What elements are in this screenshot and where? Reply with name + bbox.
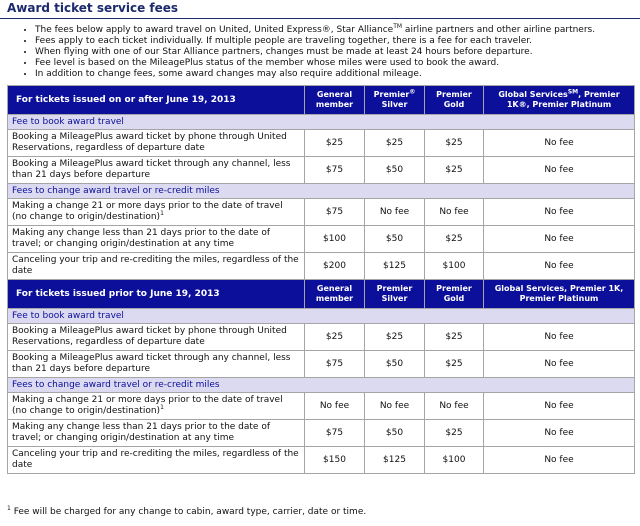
- header-tier-superscript: SM: [567, 88, 579, 96]
- table-row: [8, 447, 635, 474]
- header-tier-superscript: ®: [409, 88, 416, 96]
- header-issue-date: For tickets issued prior to June 19, 2013: [8, 280, 305, 309]
- fee-value-0: $75: [305, 157, 365, 184]
- fee-description: Booking a MileagePlus award ticket through any channel, less than 21 days before departure: [12, 353, 291, 374]
- header-tier-line1: Premier: [436, 90, 472, 99]
- title-divider: [0, 18, 640, 19]
- table-header-row: [8, 280, 635, 309]
- fee-value-2: $25: [425, 130, 484, 157]
- header-tier-1: [365, 86, 425, 115]
- notes-list: [10, 25, 595, 80]
- header-tier-line1: General: [316, 284, 353, 293]
- fee-value-0: $100: [305, 226, 365, 253]
- note-superscript: TM: [393, 23, 403, 30]
- fee-value-0: $25: [305, 130, 365, 157]
- fee-value-0: $75: [305, 351, 365, 378]
- fee-value-1: $50: [365, 351, 425, 378]
- fee-value-3: No fee: [484, 324, 635, 351]
- fee-value-3: No fee: [484, 253, 635, 280]
- fee-value-2: $25: [425, 157, 484, 184]
- header-tier-line1: General: [316, 90, 353, 99]
- fee-value-2: $100: [425, 253, 484, 280]
- fee-value-3: No fee: [484, 157, 635, 184]
- fee-description-cell: [8, 226, 305, 253]
- note-item: [35, 25, 595, 36]
- fee-value-1: No fee: [365, 199, 425, 226]
- header-tier-1: [365, 280, 425, 309]
- table-row: [8, 393, 635, 420]
- fee-value-0: $25: [305, 324, 365, 351]
- fee-description-cell: [8, 420, 305, 447]
- section-row: [8, 184, 635, 199]
- fee-value-2: No fee: [425, 199, 484, 226]
- note-item: [35, 58, 595, 69]
- note-item: [35, 47, 595, 58]
- fee-value-2: $25: [425, 226, 484, 253]
- note-text: Fees apply to each ticket individually. If multiple people are traveling together, there is a fee for each traveler.: [35, 36, 532, 46]
- table-row: [8, 130, 635, 157]
- header-tier-line2: , Premier 1K®, Premier Platinum: [506, 90, 620, 109]
- fee-description: Booking a MileagePlus award ticket by phone through United Reservations, regardless of departure date: [12, 326, 287, 347]
- fee-value-1: $50: [365, 226, 425, 253]
- note-text: Fee level is based on the MileagePlus status of the member whose miles were used to book the award.: [35, 58, 500, 68]
- fee-description-cell: [8, 324, 305, 351]
- header-tier-line2: member: [315, 100, 354, 109]
- header-tier-line2: Gold: [443, 294, 465, 303]
- fee-description-cell: [8, 199, 305, 226]
- fee-value-0: $150: [305, 447, 365, 474]
- fee-value-2: $25: [425, 420, 484, 447]
- header-tier-0: [305, 86, 365, 115]
- fee-description: Booking a MileagePlus award ticket through any channel, less than 21 days before departure: [12, 159, 291, 180]
- fee-value-1: $125: [365, 253, 425, 280]
- header-tier-line1: Premier: [373, 90, 410, 99]
- fee-value-0: $75: [305, 420, 365, 447]
- footnote-marker: 1: [7, 505, 11, 512]
- fee-value-1: No fee: [365, 393, 425, 420]
- fee-description: Making any change less than 21 days prior to the date of travel; or changing origin/destination at any time: [12, 422, 271, 443]
- note-text-rest: airline partners and other airline partners.: [402, 25, 596, 35]
- table-row: [8, 324, 635, 351]
- table-row: [8, 253, 635, 280]
- header-tier-2: [425, 280, 484, 309]
- fee-description: Canceling your trip and re-crediting the miles, regardless of the date: [12, 449, 299, 470]
- fee-value-1: $50: [365, 420, 425, 447]
- page-title: Award ticket service fees: [7, 1, 179, 15]
- fee-value-0: $75: [305, 199, 365, 226]
- section-row: [8, 378, 635, 393]
- header-tier-line2: member: [315, 294, 354, 303]
- table-row: [8, 226, 635, 253]
- fee-description: Making a change 21 or more days prior to the date of travel (no change to origin/destination): [12, 395, 283, 416]
- header-tier-line2: Gold: [443, 100, 465, 109]
- footnote: [7, 507, 366, 517]
- table-row: [8, 420, 635, 447]
- header-tier-3: [484, 86, 635, 115]
- fee-description: Canceling your trip and re-crediting the miles, regardless of the date: [12, 255, 299, 276]
- fee-value-1: $50: [365, 157, 425, 184]
- fee-footnote-marker: 1: [160, 210, 164, 217]
- header-tier-line1: Premier: [376, 284, 413, 293]
- fee-value-3: No fee: [484, 447, 635, 474]
- fee-description-cell: [8, 447, 305, 474]
- fee-value-2: $25: [425, 351, 484, 378]
- header-tier-line2: Silver: [381, 294, 408, 303]
- fee-value-3: No fee: [484, 351, 635, 378]
- fee-description: Booking a MileagePlus award ticket by phone through United Reservations, regardless of departure date: [12, 132, 287, 153]
- header-issue-date: For tickets issued on or after June 19, 2013: [8, 86, 305, 115]
- fee-value-0: $200: [305, 253, 365, 280]
- note-text: When flying with one of our Star Alliance partners, changes must be made at least 24 hours before departure.: [35, 47, 533, 57]
- fee-value-3: No fee: [484, 199, 635, 226]
- fee-value-2: $100: [425, 447, 484, 474]
- fee-footnote-marker: 1: [160, 404, 164, 411]
- fee-value-3: No fee: [484, 130, 635, 157]
- header-tier-line1: Global Services: [498, 90, 568, 99]
- note-item: [35, 69, 595, 80]
- fee-value-1: $25: [365, 324, 425, 351]
- header-tier-0: [305, 280, 365, 309]
- fee-value-3: No fee: [484, 226, 635, 253]
- table-row: [8, 199, 635, 226]
- header-tier-line2: Silver: [381, 100, 408, 109]
- table-row: [8, 351, 635, 378]
- fee-value-1: $25: [365, 130, 425, 157]
- table-header-row: [8, 86, 635, 115]
- fee-value-3: No fee: [484, 420, 635, 447]
- fee-description-cell: [8, 157, 305, 184]
- note-item: [35, 36, 595, 47]
- section-row: [8, 309, 635, 324]
- header-tier-line2: Premier Platinum: [519, 294, 599, 303]
- header-tier-line1: Premier: [436, 284, 472, 293]
- section-title: Fee to book award travel: [8, 309, 635, 324]
- fee-description-cell: [8, 130, 305, 157]
- fee-value-3: No fee: [484, 393, 635, 420]
- fee-description: Making any change less than 21 days prior to the date of travel; or changing origin/destination at any time: [12, 228, 271, 249]
- header-tier-2: [425, 86, 484, 115]
- fees-table: [7, 85, 635, 474]
- note-text: In addition to change fees, some award changes may also require additional mileage.: [35, 69, 422, 79]
- section-title: Fee to book award travel: [8, 115, 635, 130]
- fee-value-2: $25: [425, 324, 484, 351]
- fee-description: Making a change 21 or more days prior to the date of travel (no change to origin/destination): [12, 201, 283, 222]
- note-text: The fees below apply to award travel on United, United Express®, Star Alliance: [35, 25, 394, 35]
- section-title: Fees to change award travel or re-credit miles: [8, 184, 635, 199]
- fee-value-2: No fee: [425, 393, 484, 420]
- section-row: [8, 115, 635, 130]
- header-tier-line1: Global Services, Premier 1K,: [494, 284, 624, 293]
- footnote-text: Fee will be charged for any change to cabin, award type, carrier, date or time.: [10, 507, 367, 517]
- fee-description-cell: [8, 253, 305, 280]
- fees-table-body: [8, 86, 635, 474]
- fee-description-cell: [8, 351, 305, 378]
- section-title: Fees to change award travel or re-credit miles: [8, 378, 635, 393]
- fee-description-cell: [8, 393, 305, 420]
- table-row: [8, 157, 635, 184]
- fee-value-0: No fee: [305, 393, 365, 420]
- header-tier-3: [484, 280, 635, 309]
- fee-value-1: $125: [365, 447, 425, 474]
